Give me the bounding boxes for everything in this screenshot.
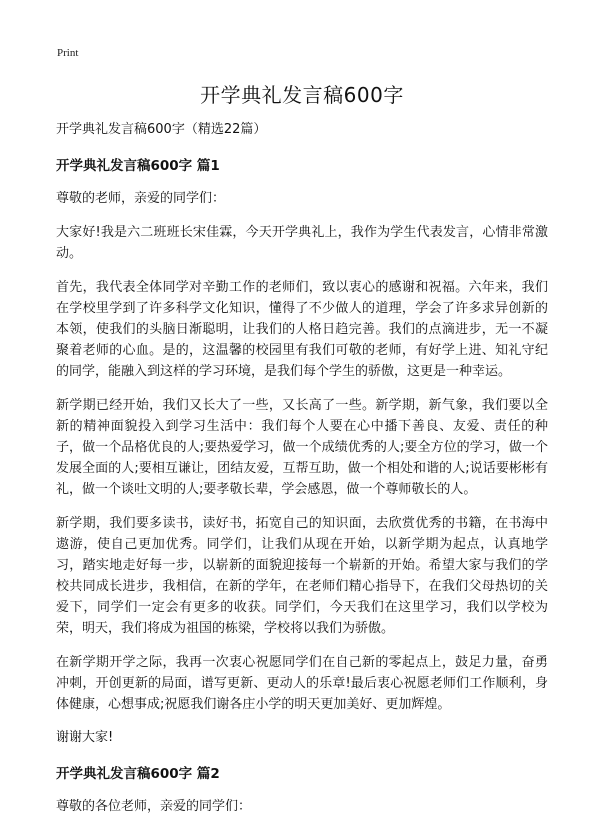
paragraph: 新学期已经开始，我们又长大了一些，又长高了一些。新学期，新气象，我们要以全新的精神面貌投入到学习生活中：我们每个人要在心中播下善良、友爱、责任的种子，做一个品格优良的人;要热爱学习，做一个成绩优秀的人;要全方位的学习，做一个发展全面的人;要相互谦让，团结友爱，互帮互助，做一个相处和谐的人;说话要彬彬有礼，做一个谈吐文明的人;要孝敬长辈，学会感恩，做一个尊师敬长的人。	[56, 398, 548, 497]
greeting-1: 尊敬的老师，亲爱的同学们：	[56, 191, 226, 206]
section-heading-1: 开学典礼发言稿600字 篇1	[56, 158, 220, 174]
paragraph: 新学期，我们要多读书，读好书，拓宽自己的知识面，去欣赏优秀的书籍，在书海中遨游，使自己更加优秀。同学们，让我们从现在开始，以新学期为起点，认真地学习，踏实地走好每一步，以崭新的面貌迎接每一个崭新的开始。希望大家与我们的学校共同成长进步，我相信，在新的学年，在老师们精心指导下，在我们父母热切的关爱下，同学们一定会有更多的收获。同学们，今天我们在这里学习，我们以学校为荣，明天，我们将成为祖国的栋梁，学校将以我们为骄傲。	[56, 516, 548, 636]
closing-thanks: 谢谢大家!	[56, 730, 114, 745]
section-heading-2: 开学典礼发言稿600字 篇2	[56, 766, 220, 782]
document-title: 开学典礼发言稿600字	[200, 83, 404, 107]
document-subtitle: 开学典礼发言稿600字（精选22篇）	[56, 122, 267, 137]
paragraph: 大家好!我是六二班班长宋佳霖，今天开学典礼上，我作为学生代表发言，心情非常激动。	[56, 225, 548, 261]
paragraph: 在新学期开学之际，我再一次衷心祝愿同学们在自己新的零起点上，鼓足力量，奋勇冲刺，开创更新的局面，谱写更新、更动人的乐章!最后衷心祝愿老师们工作顺利，身体健康，心想事成;祝愿我们谢各庄小学的明天更加美好、更加辉煌。	[56, 655, 548, 712]
paragraph: 首先，我代表全体同学对辛勤工作的老师们，致以衷心的感谢和祝福。六年来，我们在学校里学到了许多科学文化知识，懂得了不少做人的道理，学会了许多求异创新的本领，使我们的头脑日渐聪明，让我们的人格日趋完善。我们的点滴进步，无一不凝聚着老师的心血。是的，这温馨的校园里有我们可敬的老师，有好学上进、知礼守纪的同学，能融入到这样的学习环境，是我们每个学生的骄傲，这更是一种幸运。	[56, 280, 548, 379]
greeting-2: 尊敬的各位老师，亲爱的同学们：	[56, 799, 252, 814]
print-link[interactable]: Print	[57, 47, 79, 59]
